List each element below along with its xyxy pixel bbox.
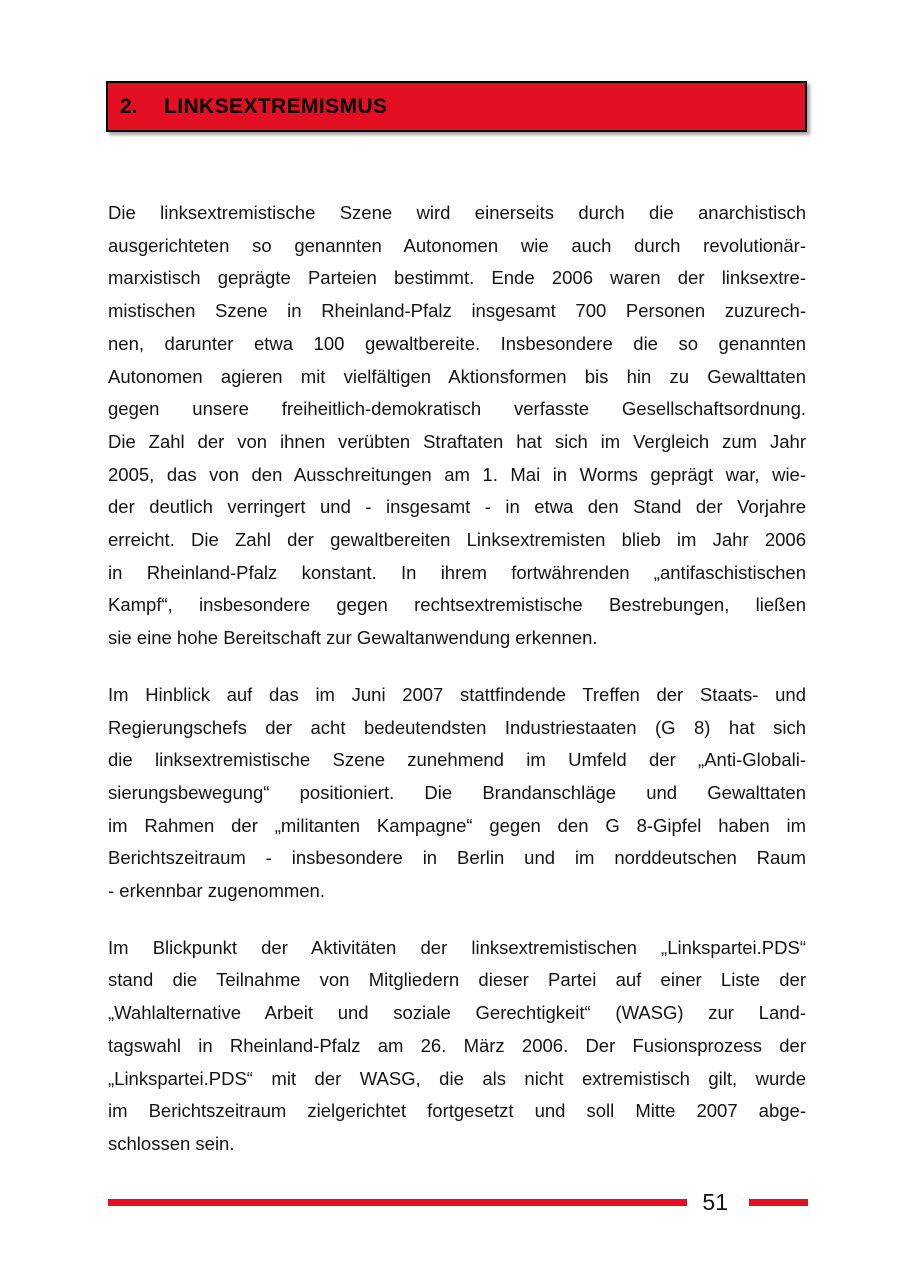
text-line: Kampf“, insbesondere gegen rechtsextremistische Bestrebungen, ließen bbox=[108, 594, 806, 616]
text-line: gegen unsere freiheitlich-demokratisch verfasste Gesellschaftsordnung. bbox=[108, 398, 806, 420]
text-line: in Rheinland-Pfalz konstant. In ihrem fortwährenden „antifaschistischen bbox=[108, 561, 806, 583]
text-line: Im Hinblick auf das im Juni 2007 stattfindende Treffen der Staats- und bbox=[108, 683, 806, 705]
text-line: erreicht. Die Zahl der gewaltbereiten Linksextremisten blieb im Jahr 2006 bbox=[108, 529, 806, 551]
text-line: sie eine hohe Bereitschaft zur Gewaltanwendung erkennen. bbox=[108, 627, 598, 649]
paragraph-1 bbox=[108, 197, 806, 655]
paragraph-3 bbox=[108, 932, 806, 1161]
text-line: ausgerichteten so genannten Autonomen wie auch durch revolutionär- bbox=[108, 234, 806, 256]
text-line: im Rahmen der „militanten Kampagne“ gegen den G 8-Gipfel haben im bbox=[108, 814, 806, 836]
section-title: LINKSEXTREMISMUS bbox=[164, 94, 388, 118]
page-number: 51 bbox=[702, 1189, 728, 1215]
footer-rule-short bbox=[749, 1199, 808, 1206]
footer-rule-long bbox=[108, 1199, 687, 1206]
text-line: Die linksextremistische Szene wird einerseits durch die anarchistisch bbox=[108, 202, 806, 223]
text-line: „Wahlalternative Arbeit und soziale Gerechtigkeit“ (WASG) zur Land- bbox=[108, 1002, 806, 1024]
text-line: mistischen Szene in Rheinland-Pfalz insgesamt 700 Personen zuzurech- bbox=[108, 300, 806, 322]
text-line: Berichtszeitraum - insbesondere in Berlin und im norddeutschen Raum bbox=[108, 847, 806, 869]
section-heading-banner bbox=[106, 81, 807, 132]
paragraph-2 bbox=[108, 679, 806, 908]
text-line: Im Blickpunkt der Aktivitäten der linksextremistischen „Linkspartei.PDS“ bbox=[108, 936, 806, 958]
text-line: Die Zahl der von ihnen verübten Straftaten hat sich im Vergleich zum Jahr bbox=[108, 430, 806, 452]
text-line: stand die Teilnahme von Mitgliedern dieser Partei auf einer Liste der bbox=[108, 969, 806, 991]
text-line: nen, darunter etwa 100 gewaltbereite. Insbesondere die so genannten bbox=[108, 332, 806, 354]
page-footer bbox=[108, 1190, 808, 1215]
section-number: 2. bbox=[120, 94, 138, 118]
text-line: tagswahl in Rheinland-Pfalz am 26. März 2006. Der Fusionsprozess der bbox=[108, 1034, 806, 1056]
text-line: marxistisch geprägte Parteien bestimmt. Ende 2006 waren der linksextre- bbox=[108, 267, 806, 289]
text-line: „Linkspartei.PDS“ mit der WASG, die als nicht extremistisch gilt, wurde bbox=[108, 1067, 806, 1089]
text-line: Regierungschefs der acht bedeutendsten Industriestaaten (G 8) hat sich bbox=[108, 716, 806, 738]
text-line: schlossen sein. bbox=[108, 1132, 235, 1154]
text-line: im Berichtszeitraum zielgerichtet fortgesetzt und soll Mitte 2007 abge- bbox=[108, 1100, 806, 1122]
text-line: - erkennbar zugenommen. bbox=[108, 880, 325, 902]
text-line: sierungsbewegung“ positioniert. Die Brandanschläge und Gewalttaten bbox=[108, 781, 806, 803]
text-line: 2005, das von den Ausschreitungen am 1. Mai in Worms geprägt war, wie- bbox=[108, 463, 806, 485]
text-line: die linksextremistische Szene zunehmend im Umfeld der „Anti-Globali- bbox=[108, 749, 806, 771]
text-line: Autonomen agieren mit vielfältigen Aktionsformen bis hin zu Gewalttaten bbox=[108, 365, 806, 387]
document-body bbox=[108, 197, 806, 1161]
text-line: der deutlich verringert und - insgesamt - in etwa den Stand der Vorjahre bbox=[108, 496, 806, 518]
